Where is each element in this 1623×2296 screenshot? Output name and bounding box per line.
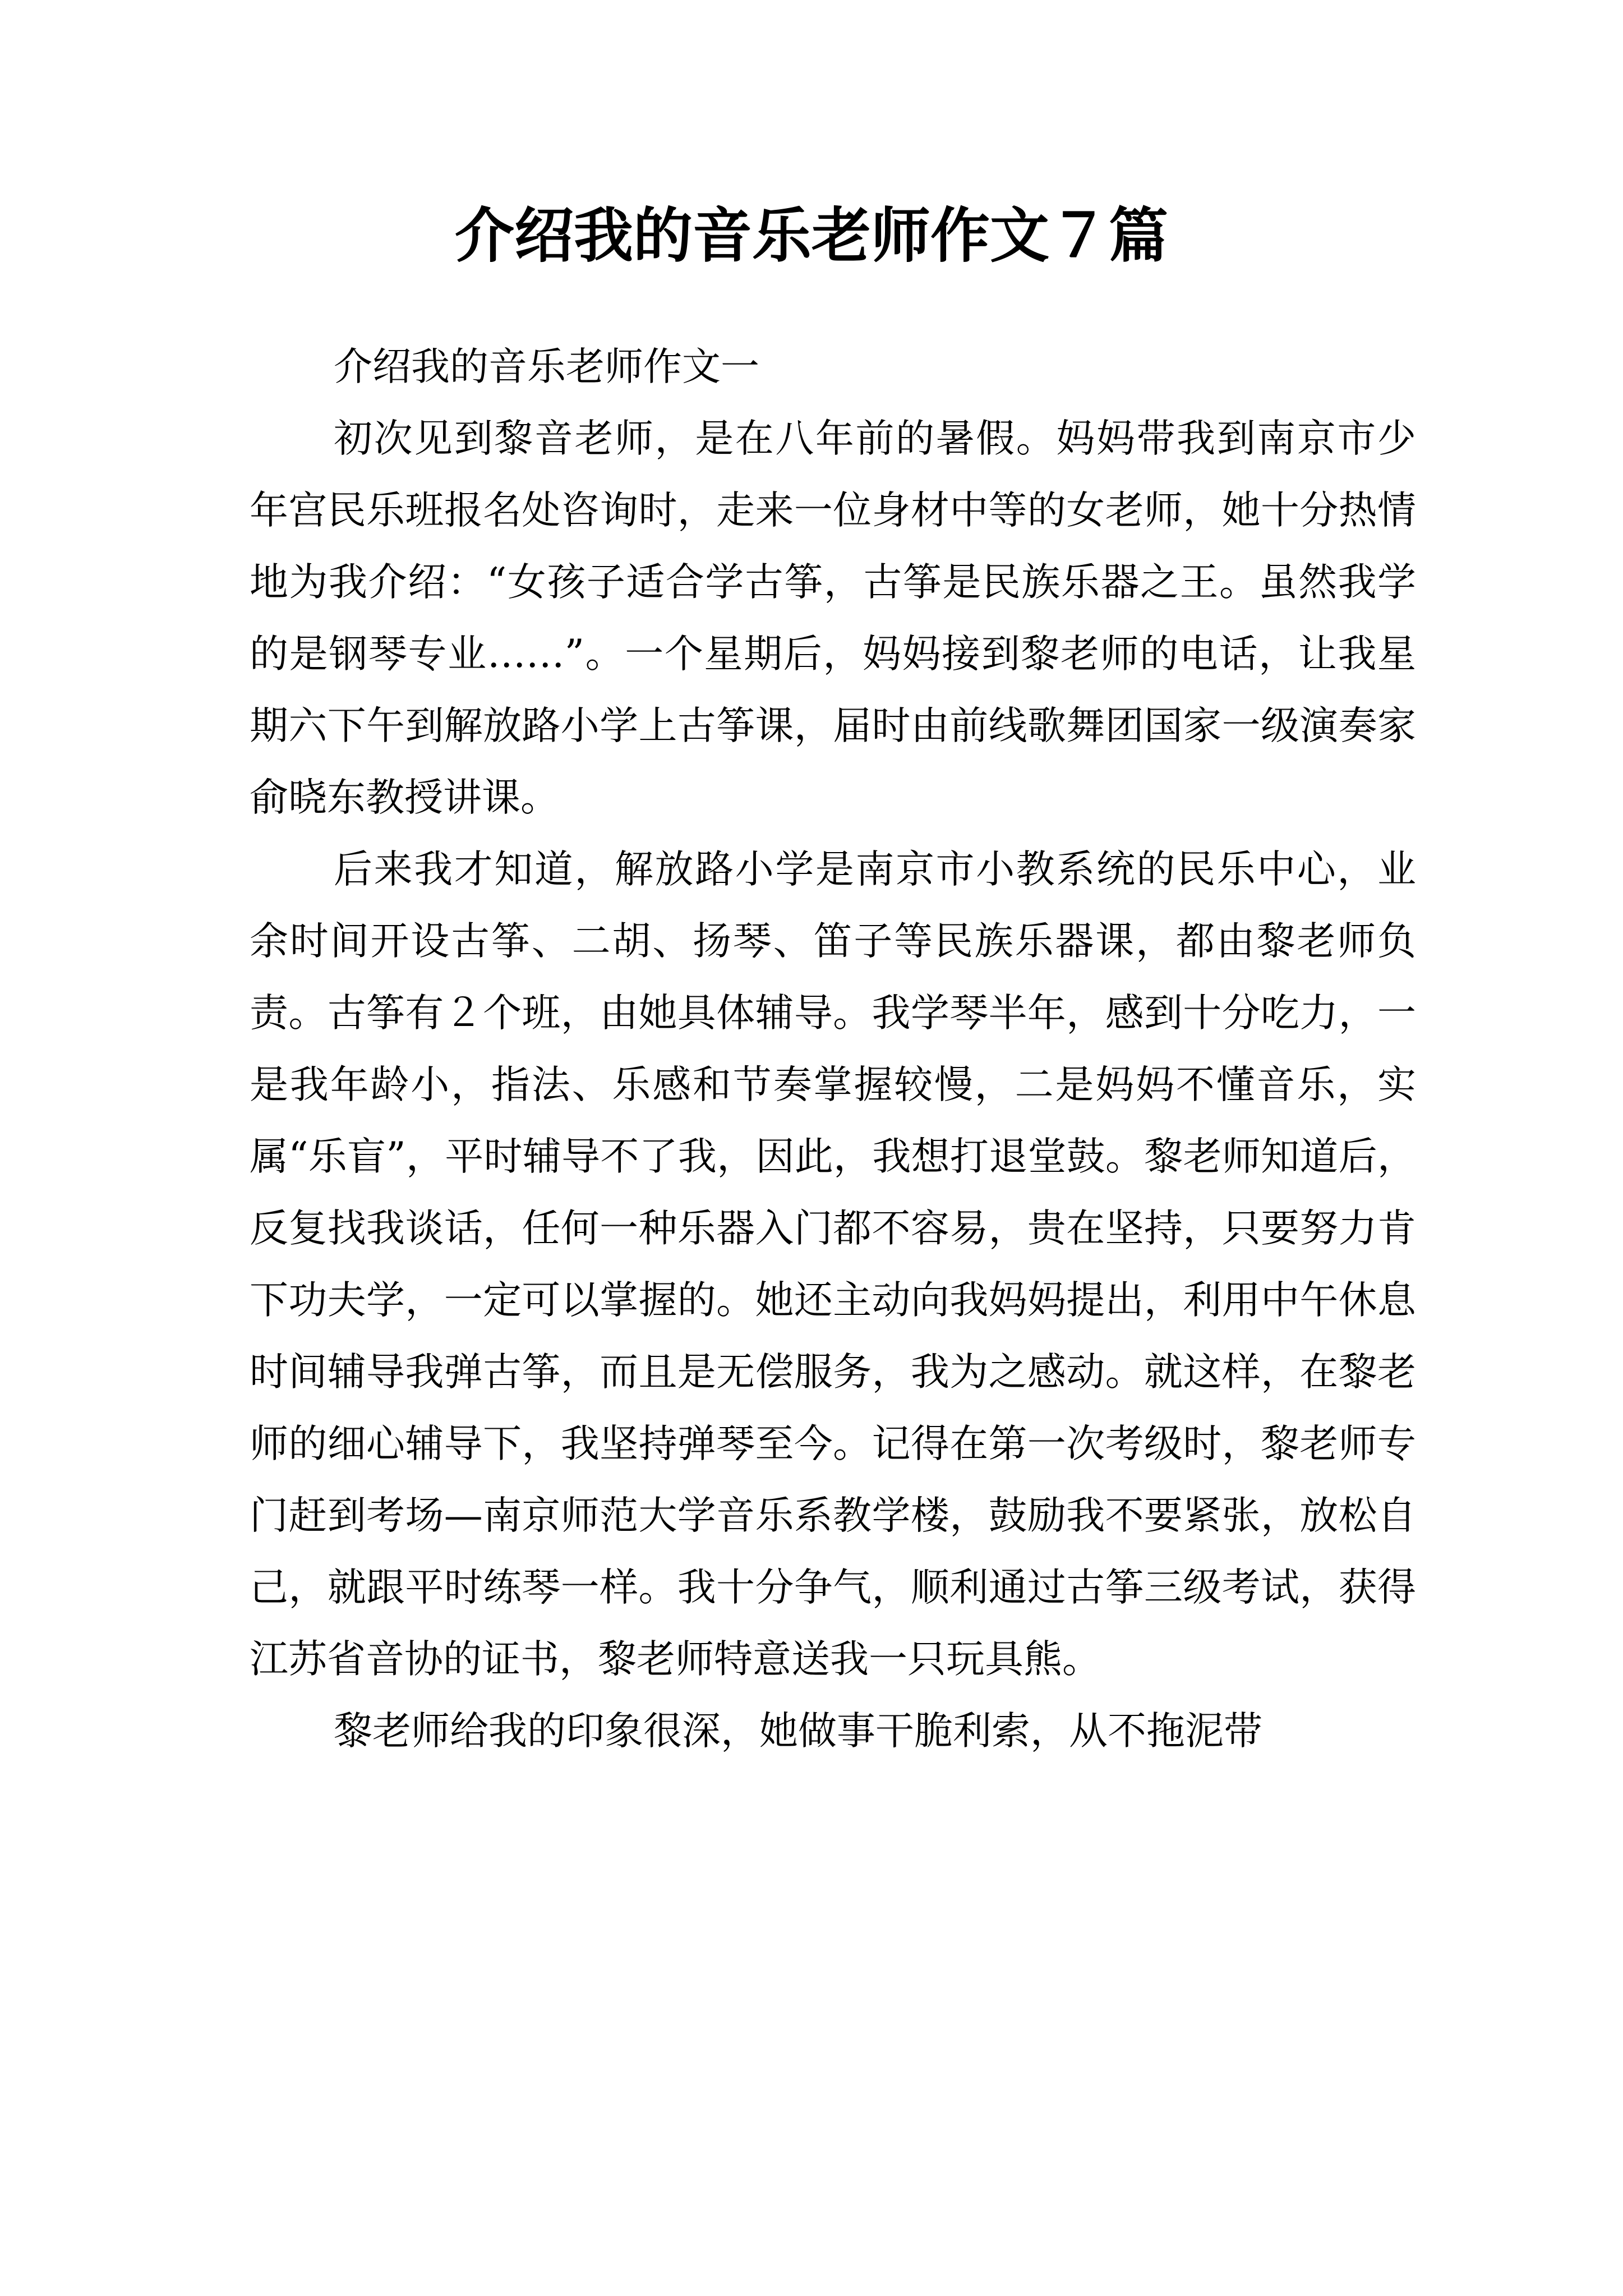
document-title: 介绍我的音乐老师作文７篇: [455, 200, 1168, 270]
paragraph: 黎老师给我的印象很深，她做事干脆利索，从不拖泥带: [334, 1709, 1262, 1754]
section-heading: 介绍我的音乐老师作文一: [334, 344, 759, 389]
paragraph: 后来我才知道，解放路小学是南京市小教系统的民乐中心，业余时间开设古筝、二胡、扬琴、笛子等民族乐器课，都由黎老师负责。古筝有２个班，由她具体辅导。我学琴半年，感到十分吃力，一是我年龄小，指法、乐感和节奏掌握较慢，二是妈妈不懂音乐，实属“乐盲”，平时辅导不了我，因此，我想打退堂鼓。黎老师知道后，反复找我谈话，任何一种乐器入门都不容易，贵在坚持，只要努力肯下功夫学，一定可以掌握的。她还主动向我妈妈提出，利用中午休息时间辅导我弹古筝，而且是无偿服务，我为之感动。就这样，在黎老师的细心辅导下，我坚持弹琴至今。记得在第一次考级时，黎老师专门赶到考场—南京师范大学音乐系教学楼，鼓励我不要紧张，放松自己，就跟平时练琴一样。我十分争气，顺利通过古筝三级考试，获得江苏省音协的证书，黎老师特意送我一只玩具熊。: [250, 847, 1416, 1682]
paragraph: 初次见到黎音老师，是在八年前的暑假。妈妈带我到南京市少年宫民乐班报名处咨询时，走来一位身材中等的女老师，她十分热情地为我介绍：“女孩子适合学古筝，古筝是民族乐器之王。虽然我学的是钢琴专业……”。一个星期后，妈妈接到黎老师的电话，让我星期六下午到解放路小学上古筝课，届时由前线歌舞团国家一级演奏家俞晓东教授讲课。: [250, 416, 1416, 820]
document-body: [250, 331, 1416, 1767]
